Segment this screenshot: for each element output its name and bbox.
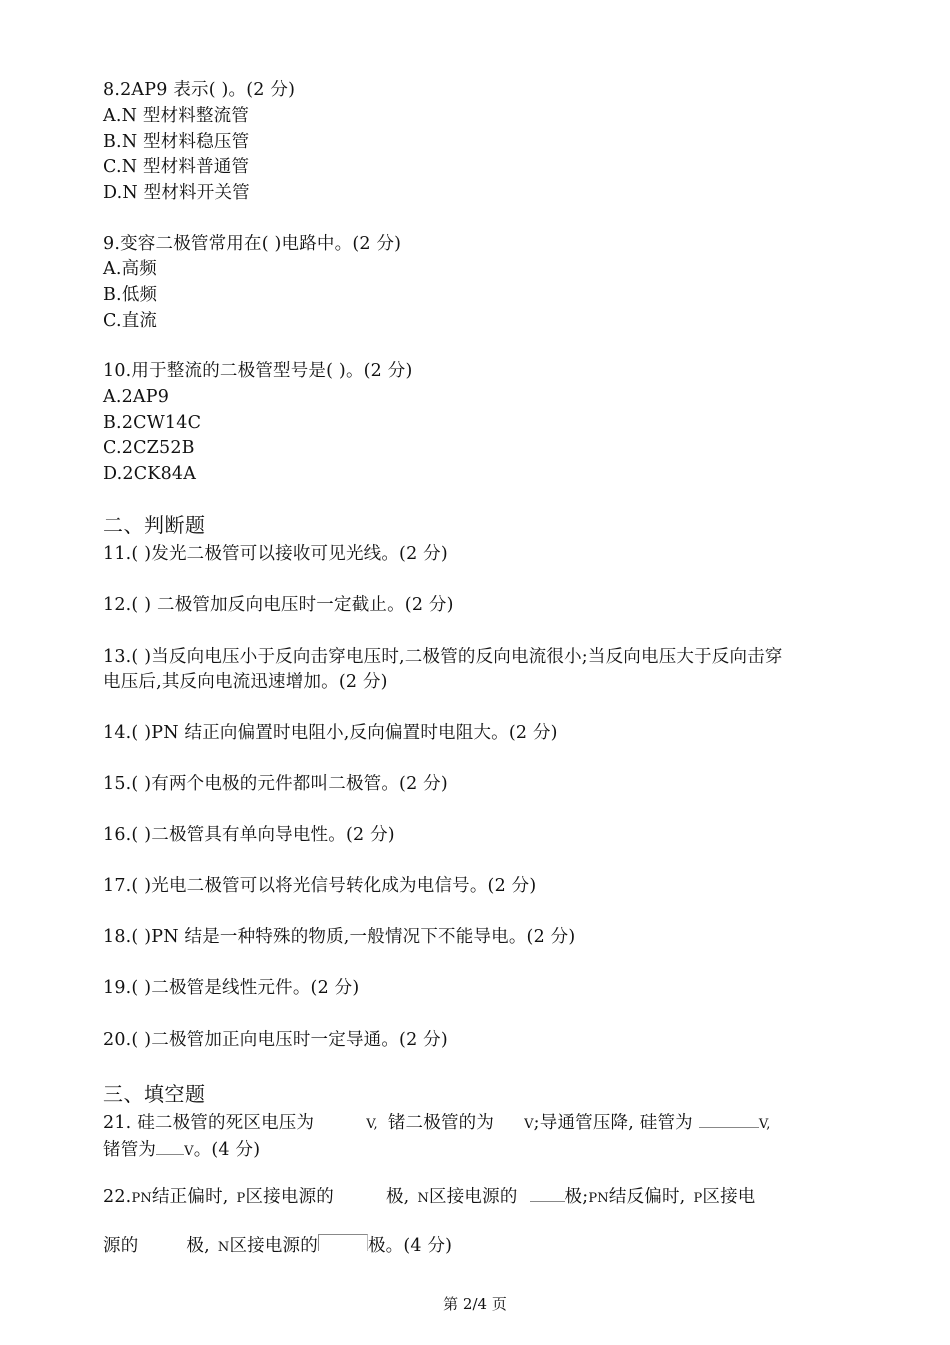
question-21-unit-2: V — [524, 1117, 534, 1132]
question-22-label-p-2: P — [693, 1191, 703, 1206]
question-22-blank-2[interactable] — [530, 1187, 565, 1202]
question-21-blank-3[interactable] — [699, 1113, 759, 1128]
section-heading-fill: 三、填空题 — [103, 1082, 206, 1106]
question-13-line-1: 13.( )当反向电压小于反向击穿电压时,二极管的反向电流很小;当反向电压大于反向击穿 — [103, 647, 783, 667]
question-10-stem: 10.用于整流的二极管型号是( )。(2 分) — [103, 361, 413, 381]
question-22-text-3: 区接电源的 — [245, 1187, 334, 1207]
question-13-line-2: 电压后,其反向电流迅速增加。(2 分) — [103, 672, 388, 692]
question-9-option-c: C.直流 — [103, 311, 158, 331]
question-9-option-b: B.低频 — [103, 285, 158, 305]
question-20: 20.( )二极管加正向电压时一定导通。(2 分) — [103, 1030, 448, 1050]
question-22-text-5: 区接电源的 — [429, 1187, 518, 1207]
question-22-text-6: 极 — [564, 1187, 583, 1207]
question-22-label-p-1: P — [236, 1191, 246, 1206]
question-21-text-4: 锗管为 — [103, 1140, 157, 1160]
question-22-blank-4[interactable] — [318, 1234, 368, 1251]
question-22-text-13: 极。(4 分) — [367, 1236, 453, 1256]
question-10-option-a: A.2AP9 — [103, 387, 170, 407]
question-21-line-1 — [103, 1112, 771, 1136]
question-22-text-11: 极, — [186, 1236, 210, 1256]
question-22-text-12: 区接电源的 — [229, 1236, 318, 1256]
question-10-option-b: B.2CW14C — [103, 413, 202, 433]
question-22-label-n-2: N — [217, 1240, 230, 1255]
question-10-option-c: C.2CZ52B — [103, 438, 195, 458]
question-8-option-d: D.N 型材料开关管 — [103, 183, 250, 203]
question-21-unit-1: V, — [366, 1117, 378, 1132]
question-22-text-1: 22. — [103, 1187, 132, 1207]
question-11: 11.( )发光二极管可以接收可见光线。(2 分) — [103, 544, 448, 564]
question-15: 15.( )有两个电极的元件都叫二极管。(2 分) — [103, 774, 448, 794]
question-9-stem: 9.变容二极管常用在( )电路中。(2 分) — [103, 234, 402, 254]
question-22-label-pn-2: PN — [588, 1191, 609, 1206]
question-17: 17.( )光电二极管可以将光信号转化成为电信号。(2 分) — [103, 876, 537, 896]
question-18: 18.( )PN 结是一种特殊的物质,一般情况下不能导电。(2 分) — [103, 927, 576, 947]
question-21-line-2 — [103, 1139, 260, 1163]
question-22-label-pn-1: PN — [131, 1191, 152, 1206]
page-number: 第 2/4 页 — [443, 1295, 507, 1313]
question-19: 19.( )二极管是线性元件。(2 分) — [103, 978, 360, 998]
question-14: 14.( )PN 结正向偏置时电阻小,反向偏置时电阻大。(2 分) — [103, 723, 558, 743]
question-21-text-1: 21. 硅二极管的死区电压为 — [103, 1113, 315, 1133]
question-21-text-3: ;导通管压降, 硅管为 — [533, 1113, 693, 1133]
question-22-text-9: 区接电 — [702, 1187, 756, 1207]
question-22-text-2: 结正偏时, — [151, 1187, 229, 1207]
question-21-text-5: 。(4 分) — [193, 1140, 261, 1160]
question-16: 16.( )二极管具有单向导电性。(2 分) — [103, 825, 395, 845]
question-21-text-2: 锗二极管的为 — [387, 1113, 495, 1133]
question-21-unit-3: V, — [758, 1117, 771, 1132]
question-22-text-7: ; — [582, 1187, 589, 1207]
question-22-line-2 — [103, 1234, 452, 1259]
question-22-line-1 — [103, 1186, 756, 1210]
question-8-stem: 8.2AP9 表示( )。(2 分) — [103, 80, 296, 100]
question-21-blank-4[interactable] — [156, 1140, 184, 1155]
question-22-label-n-1: N — [417, 1191, 430, 1206]
question-22-text-4: 极, — [385, 1187, 410, 1207]
question-9-option-a: A.高频 — [103, 259, 158, 279]
question-12: 12.( ) 二极管加反向电压时一定截止。(2 分) — [103, 595, 454, 615]
section-heading-judge: 二、判断题 — [103, 513, 206, 537]
question-22-text-8: 结反偏时, — [608, 1187, 686, 1207]
question-8-option-c: C.N 型材料普通管 — [103, 157, 250, 177]
question-8-option-b: B.N 型材料稳压管 — [103, 132, 250, 152]
question-8-option-a: A.N 型材料整流管 — [103, 106, 250, 126]
question-21-unit-4: V — [184, 1144, 194, 1159]
question-22-text-10: 源的 — [103, 1236, 139, 1256]
question-10-option-d: D.2CK84A — [103, 464, 197, 484]
